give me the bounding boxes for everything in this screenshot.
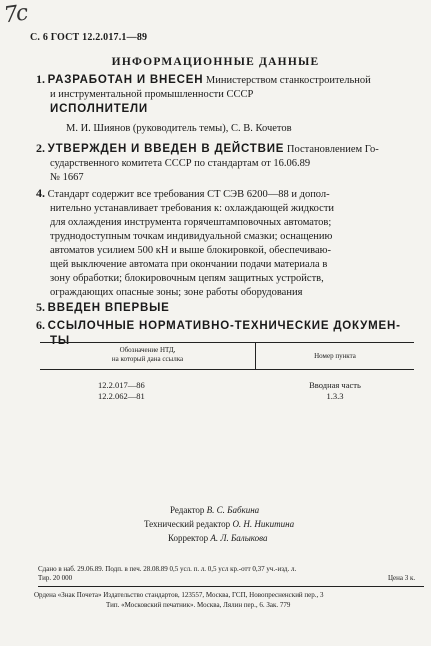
section-2-text-3: № 1667 — [50, 172, 84, 183]
credit-tech-editor — [144, 517, 294, 531]
credit-editor — [170, 503, 259, 517]
section-4-number: 4. — [36, 186, 45, 200]
section-title: ИНФОРМАЦИОННЫЕ ДАННЫЕ — [111, 56, 320, 68]
section-4-line-5: автоматов усилием 500 кН и выше блокировкой, обеспечиваю- — [50, 245, 331, 256]
section-1-number: 1. — [36, 72, 45, 86]
credit-tech-name: О. Н. Никитина — [232, 519, 295, 529]
section-4-line-2: нительно устанавливает требования к: охлаждающей жидкости — [50, 203, 335, 214]
section-5-number: 5. — [36, 300, 45, 314]
section-6 — [36, 318, 426, 348]
credit-proofreader — [168, 531, 268, 545]
section-4 — [36, 186, 426, 300]
table-header-ntd-line-2: на который дана ссылка — [111, 355, 184, 363]
section-6-caption-2: ТЫ — [50, 335, 70, 347]
credit-editor-label: Редактор — [170, 505, 205, 515]
section-4-line-1: Стандарт содержит все требования СТ СЭВ 6200—88 и допол- — [47, 189, 330, 200]
section-1-caption: РАЗРАБОТАН И ВНЕСЕН — [47, 74, 204, 86]
section-4-line-8: ограждающих опасные зоны; зоне работы оборудования — [50, 287, 303, 298]
executors-names: М. И. Шиянов (руководитель темы), С. В. Кочетов — [66, 123, 292, 134]
section-2-text-2: сударственного комитета СССР по стандартам от 16.06.89 — [50, 158, 311, 169]
section-4-line-6: щей выключение автомата при окончании подачи материала в — [50, 259, 328, 270]
section-1-text-2: и инструментальной промышленности СССР — [50, 89, 254, 100]
publisher-line-1: Ордена «Знак Почета» Издательство стандартов, 123557, Москва, ГСП, Новопресненский пер., 3 — [34, 591, 324, 599]
section-2-number: 2. — [36, 141, 45, 155]
table-header-ntd-line-1: Обозначение НТД, — [119, 346, 176, 354]
table-cell-ntd: 12.2.062—81 — [98, 391, 145, 401]
table-row — [98, 380, 145, 402]
section-1 — [36, 72, 426, 102]
table-header-item: Номер пункта — [314, 352, 356, 360]
table-cell-ntd: 12.2.017—86 — [98, 380, 145, 390]
section-1-text-1: Министерством станкостроительной — [205, 75, 371, 86]
section-4-line-7: зону обработки; блокировочным цепям защитных устройств, — [50, 273, 324, 284]
section-4-line-3: для охлаждения инструмента горячештамповочных автоматов; — [50, 217, 332, 228]
credit-tech-label: Технический редактор — [144, 519, 231, 529]
page-header: С. 6 ГОСТ 12.2.017.1—89 — [30, 32, 148, 43]
table-header-ntd — [40, 346, 255, 364]
section-6-number: 6. — [36, 318, 45, 332]
handwritten-note: 7c — [2, 0, 28, 29]
section-6-caption-1: ССЫЛОЧНЫЕ НОРМАТИВНО-ТЕХНИЧЕСКИЕ ДОКУМЕН- — [47, 320, 401, 332]
credit-proof-label: Корректор — [168, 533, 209, 543]
section-2 — [36, 141, 426, 185]
imprint-run: Тир. 20 000 — [38, 574, 73, 582]
table-row — [256, 380, 414, 402]
imprint-price: Цена 3 к. — [388, 574, 416, 582]
section-5 — [36, 300, 170, 316]
publisher-line-2: Тип. «Московский печатник». Москва, Лялин пер., 6. Зак. 779 — [106, 601, 291, 609]
section-4-line-4: труднодоступным точкам индивидуальной смазки; оснащению — [50, 231, 333, 242]
table-cell-item: 1.3.3 — [326, 391, 344, 401]
executors-caption: ИСПОЛНИТЕЛИ — [50, 103, 148, 115]
imprint-rule — [38, 586, 424, 587]
imprint-line-1: Сдано в наб. 29.06.89. Подп. в печ. 28.08.89 0,5 усл. п. л. 0,5 усл кр.-отт 0,37 уч.-изд. л. — [38, 565, 297, 573]
section-2-caption: УТВЕРЖДЕН И ВВЕДЕН В ДЕЙСТВИЕ — [47, 143, 285, 155]
credit-editor-name: В. С. Бабкина — [206, 505, 260, 515]
section-2-text-1: Постановлением Го- — [286, 144, 379, 155]
table-top-rule — [40, 342, 414, 343]
credit-proof-name: А. Л. Балыкова — [210, 533, 268, 543]
table-cell-item: Вводная часть — [309, 380, 361, 390]
section-5-caption: ВВЕДЕН ВПЕРВЫЕ — [47, 302, 170, 314]
table-header-rule — [40, 369, 414, 370]
